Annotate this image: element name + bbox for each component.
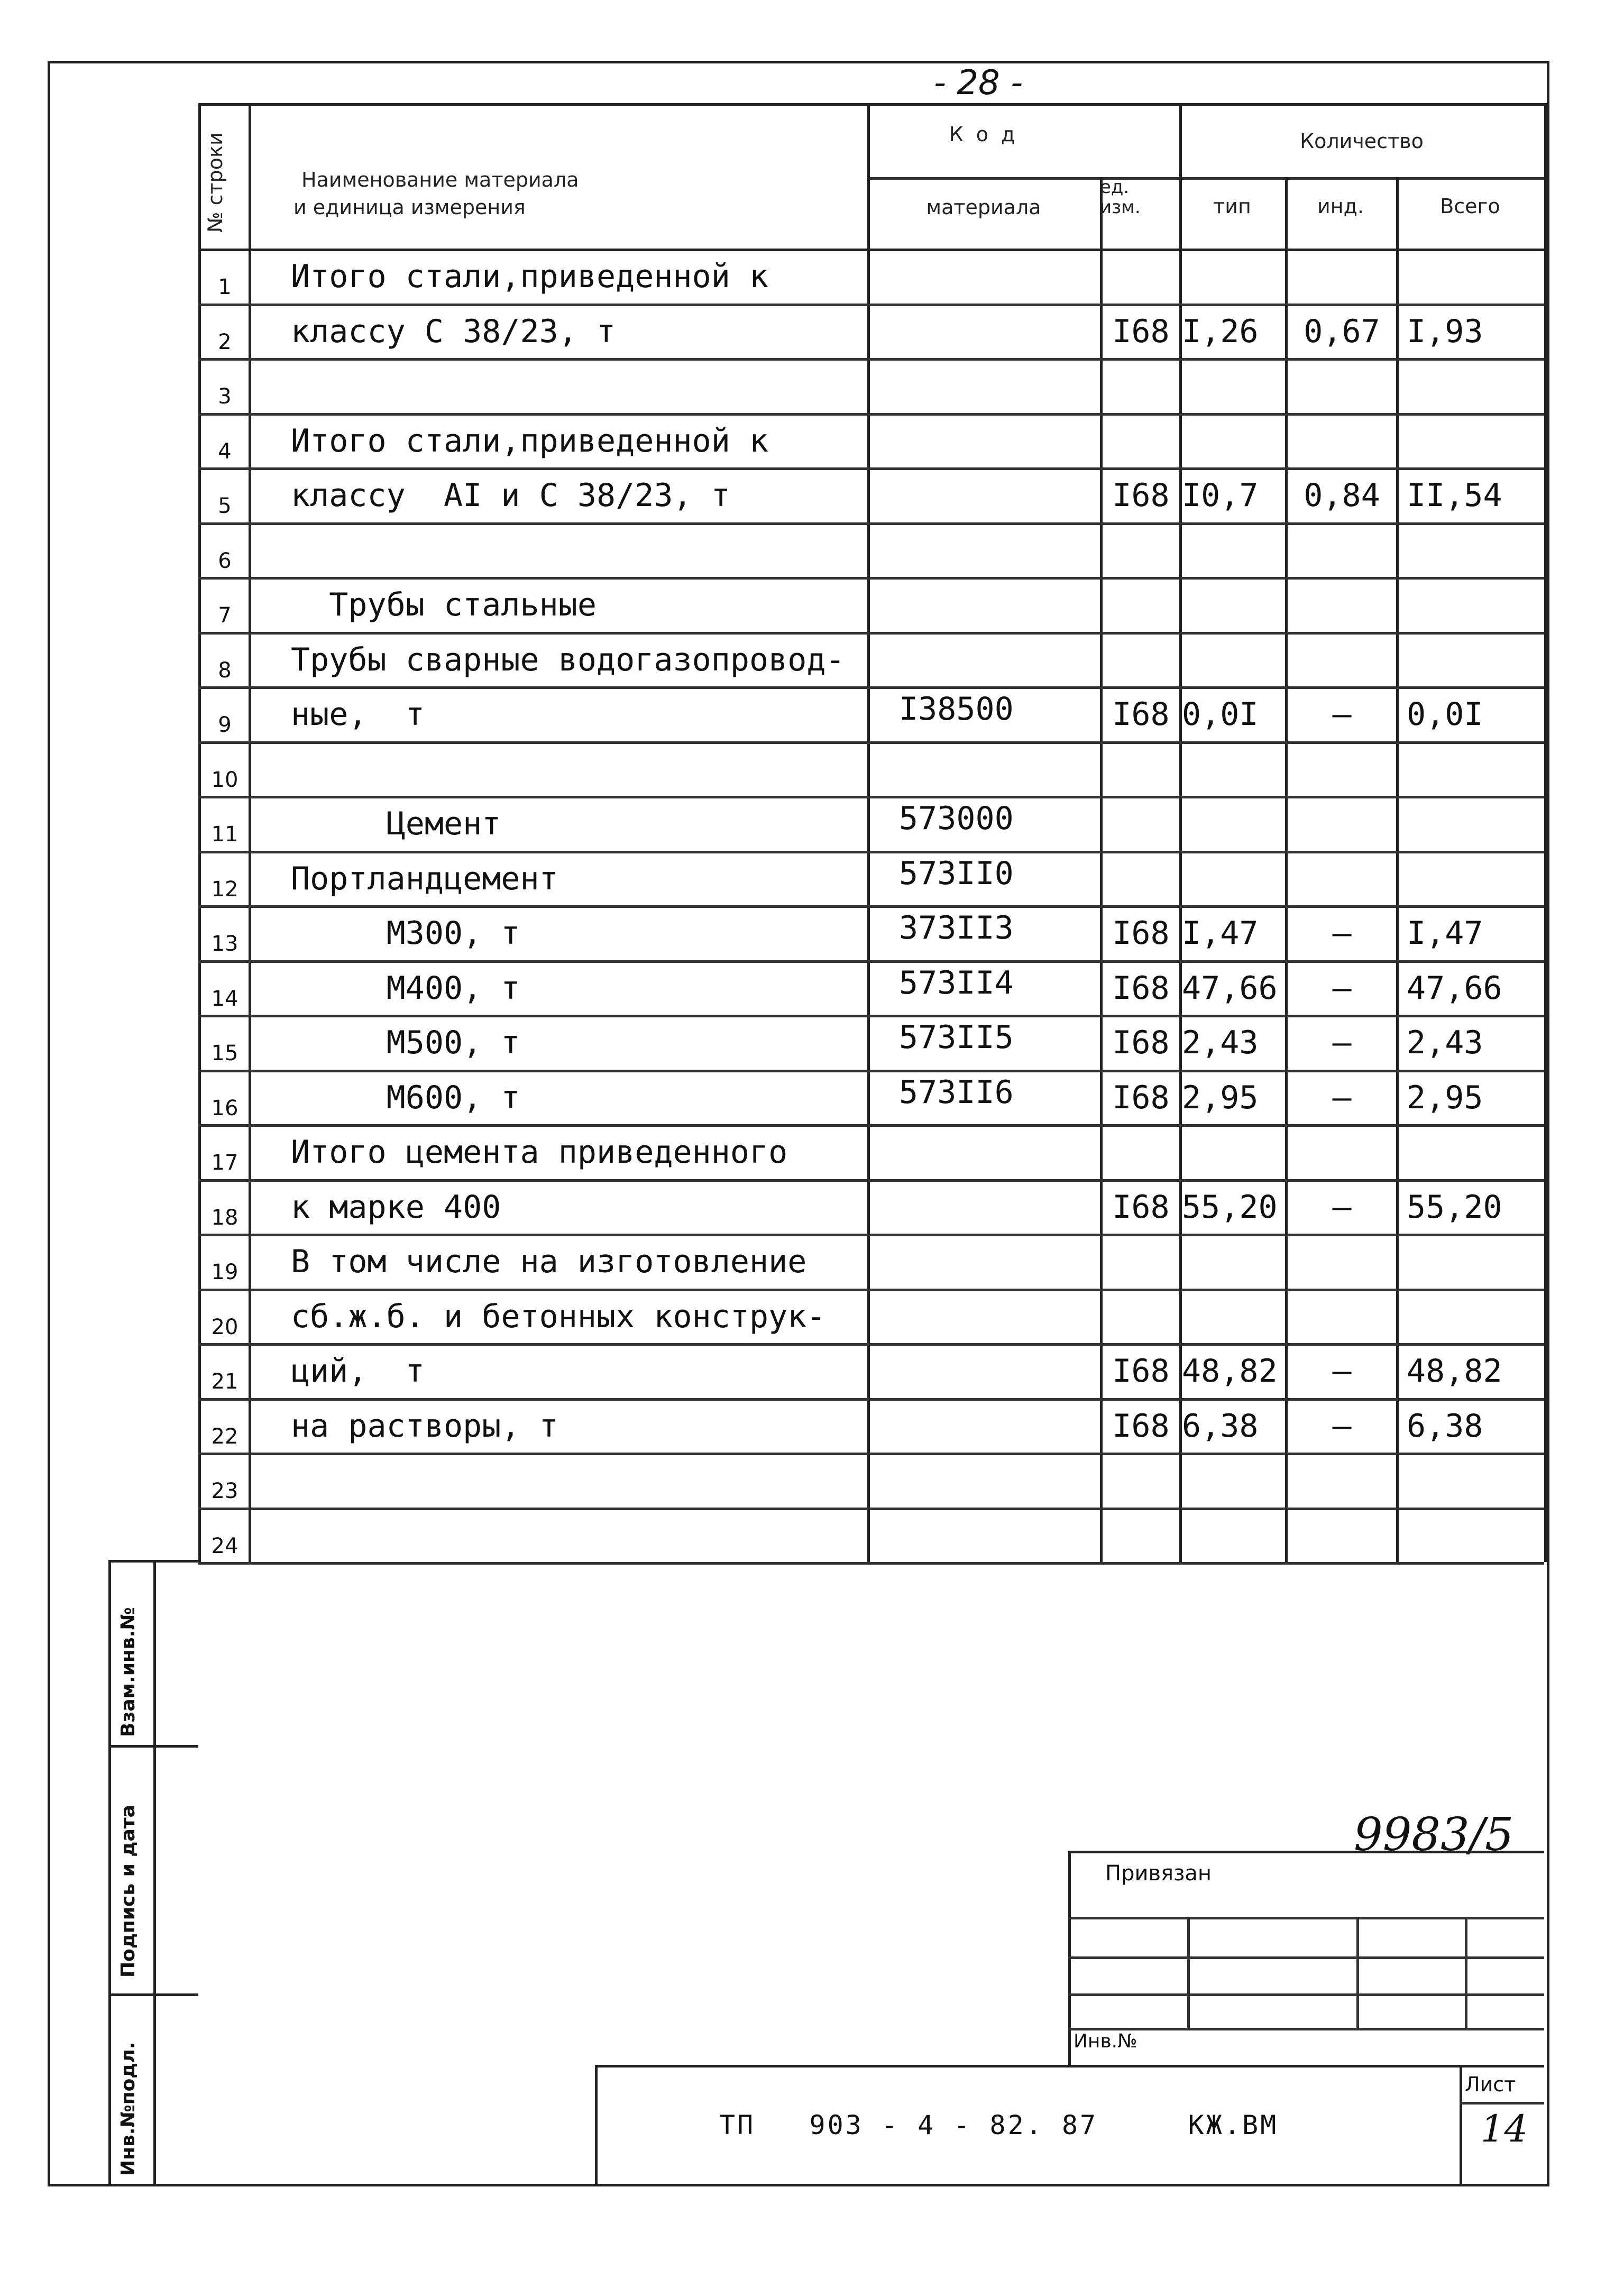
table-row-rule <box>198 1179 1544 1182</box>
title-block-rule <box>1460 2065 1462 2186</box>
row-number: 10 <box>211 767 238 792</box>
page-number: - 28 - <box>933 63 1023 103</box>
qty-total: 2,95 <box>1407 1079 1483 1116</box>
unit-code: I68 <box>1112 915 1170 952</box>
material-name: ные, т <box>291 696 425 733</box>
handwritten-number: 9983/5 <box>1354 1808 1514 1861</box>
qty-total: 2,43 <box>1407 1024 1483 1061</box>
title-block-rule <box>1460 2102 1544 2105</box>
unit-code: I68 <box>1112 1079 1170 1116</box>
qty-typ: 55,20 <box>1182 1188 1278 1226</box>
header-code-material: материала <box>926 196 1041 219</box>
header-qty-typ: тип <box>1213 195 1251 218</box>
table-row-rule <box>198 796 1544 798</box>
table-row-rule <box>198 1234 1544 1236</box>
unit-code: I68 <box>1112 313 1170 350</box>
stamp-rule <box>1068 1956 1544 1959</box>
qty-total: 0,0I <box>1407 696 1483 733</box>
material-name: Трубы стальные <box>291 586 597 623</box>
header-rule <box>198 249 1544 251</box>
table-row-rule <box>198 686 1544 689</box>
table-row-rule <box>198 1453 1544 1455</box>
stamp-rule <box>1068 1993 1544 1996</box>
side-label-replace-inv: Взам.инв.№ <box>117 1607 139 1737</box>
qty-total: 48,82 <box>1407 1353 1502 1390</box>
material-name: к марке 400 <box>291 1188 501 1226</box>
row-number: 4 <box>218 439 232 464</box>
side-rule <box>108 1745 198 1748</box>
header-row-number: № строки <box>204 132 227 233</box>
qty-ind: – <box>1332 969 1352 1007</box>
row-number: 12 <box>211 877 238 902</box>
material-name: Портландцемент <box>291 860 558 897</box>
stamp-rule <box>1068 2028 1544 2030</box>
qty-ind: – <box>1332 915 1352 952</box>
unit-code: I68 <box>1112 1353 1170 1390</box>
table-row-rule <box>198 1070 1544 1072</box>
title-block-rule <box>595 2065 1544 2067</box>
table-row-rule <box>198 1124 1544 1127</box>
qty-typ: 47,66 <box>1182 969 1278 1007</box>
material-name: Итого стали,приведенной к <box>291 258 769 295</box>
side-label-inv-orig: Инв.№подл. <box>117 2042 139 2176</box>
table-column-rule <box>1544 103 1547 1562</box>
qty-ind: – <box>1332 1079 1352 1116</box>
row-number: 15 <box>211 1041 238 1065</box>
row-number: 1 <box>218 275 232 299</box>
material-name: М400, т <box>291 969 520 1007</box>
row-number: 19 <box>211 1260 238 1284</box>
table-row-rule <box>198 1015 1544 1017</box>
material-code: 573II0 <box>899 854 1014 892</box>
material-name: классу С 38/23, т <box>291 313 616 350</box>
table-row-rule <box>198 1398 1544 1401</box>
header-name-line1: Наименование материала <box>301 168 579 191</box>
material-name: Итого стали,приведенной к <box>291 422 769 460</box>
row-number: 2 <box>218 329 232 354</box>
qty-total: I,47 <box>1407 915 1483 952</box>
row-number: 5 <box>218 494 232 518</box>
material-code: 573II6 <box>899 1073 1014 1111</box>
qty-typ: I,47 <box>1182 915 1259 952</box>
unit-code: I68 <box>1112 1188 1170 1226</box>
qty-ind: – <box>1332 696 1352 733</box>
qty-total: I,93 <box>1407 313 1483 350</box>
table-row-rule <box>198 413 1544 416</box>
row-number: 17 <box>211 1151 238 1175</box>
stamp-rule <box>1068 1851 1544 1853</box>
unit-code: I68 <box>1112 696 1170 733</box>
stamp-inv-label: Инв.№ <box>1074 2030 1137 2052</box>
page-frame <box>48 61 1549 2186</box>
side-label-sign-date: Подпись и дата <box>117 1805 139 1978</box>
stamp-rule <box>1465 1917 1467 2028</box>
sheet-label: Лист <box>1465 2073 1516 2096</box>
material-name: Итого цемента приведенного <box>291 1134 788 1171</box>
stamp-rule <box>1187 1917 1190 2028</box>
header-qty-group: Количество <box>1300 130 1424 153</box>
material-code: I38500 <box>899 691 1014 728</box>
material-name: Трубы сварные водогазопровод- <box>291 641 845 678</box>
row-number: 22 <box>211 1424 238 1449</box>
unit-code: I68 <box>1112 969 1170 1007</box>
table-row-rule <box>198 851 1544 853</box>
table-row-rule <box>198 1343 1544 1346</box>
material-code: 573000 <box>899 800 1014 837</box>
material-name: М300, т <box>291 915 520 952</box>
qty-typ: 0,0I <box>1182 696 1259 733</box>
sheet-number: 14 <box>1481 2107 1528 2151</box>
document-code: ТП 903 - 4 - 82. 87 КЖ.ВМ <box>719 2110 1279 2140</box>
row-number: 16 <box>211 1096 238 1120</box>
stamp-rule <box>1068 1851 1071 2067</box>
qty-typ: 2,43 <box>1182 1024 1259 1061</box>
header-rule <box>867 177 1544 180</box>
row-number: 13 <box>211 932 238 956</box>
qty-ind: – <box>1332 1407 1352 1445</box>
material-name: классу AI и С 38/23, т <box>291 477 730 514</box>
material-name: М600, т <box>291 1079 520 1116</box>
side-rule <box>108 1993 198 1996</box>
material-name: сб.ж.б. и бетонных конструк- <box>291 1298 826 1335</box>
table-row-rule <box>198 522 1544 525</box>
table-row-rule <box>198 741 1544 744</box>
material-code: 573II5 <box>899 1019 1014 1056</box>
table-row-rule <box>198 632 1544 635</box>
table-border <box>198 103 1544 106</box>
row-number: 21 <box>211 1370 238 1394</box>
header-code-group: К о д <box>949 123 1019 146</box>
qty-typ: 6,38 <box>1182 1407 1259 1445</box>
table-column-rule <box>1396 177 1399 1562</box>
row-number: 9 <box>218 713 232 737</box>
row-number: 8 <box>218 658 232 683</box>
table-row-rule <box>198 1508 1544 1510</box>
header-name-line2: и единица измерения <box>293 196 526 219</box>
row-number: 20 <box>211 1315 238 1339</box>
row-number: 3 <box>218 384 232 409</box>
qty-typ: 48,82 <box>1182 1353 1278 1390</box>
header-qty-total: Всего <box>1440 195 1500 218</box>
title-block-rule <box>595 2065 598 2186</box>
qty-ind: 0,84 <box>1304 477 1380 514</box>
table-row-rule <box>198 577 1544 580</box>
table-row-rule <box>198 1562 1544 1565</box>
side-rule <box>153 1560 156 2184</box>
stamp-rule <box>1068 1917 1544 1919</box>
row-number: 11 <box>211 822 238 847</box>
stamp-bound-label: Привязан <box>1105 1861 1212 1886</box>
row-number: 24 <box>211 1533 238 1558</box>
table-row-rule <box>198 304 1544 306</box>
qty-ind: 0,67 <box>1304 313 1380 350</box>
qty-total: II,54 <box>1407 477 1502 514</box>
material-code: 373II3 <box>899 909 1014 946</box>
row-number: 18 <box>211 1205 238 1230</box>
row-number: 23 <box>211 1479 238 1503</box>
qty-ind: – <box>1332 1188 1352 1226</box>
stamp-rule <box>1356 1917 1359 2028</box>
qty-typ: I0,7 <box>1182 477 1259 514</box>
qty-typ: I,26 <box>1182 313 1259 350</box>
qty-typ: 2,95 <box>1182 1079 1259 1116</box>
material-name: Цемент <box>291 805 501 842</box>
unit-code: I68 <box>1112 477 1170 514</box>
unit-code: I68 <box>1112 1024 1170 1061</box>
qty-total: 47,66 <box>1407 969 1502 1007</box>
material-name: В том числе на изготовление <box>291 1243 807 1280</box>
row-number: 6 <box>218 548 232 573</box>
material-name: на растворы, т <box>291 1407 558 1445</box>
unit-code: I68 <box>1112 1407 1170 1445</box>
header-code-unit: ед. изм. <box>1100 177 1141 218</box>
material-name: ций, т <box>291 1353 425 1390</box>
table-row-rule <box>198 358 1544 361</box>
material-name: М500, т <box>291 1024 520 1061</box>
side-rule <box>108 1560 111 2184</box>
header-qty-ind: инд. <box>1317 195 1364 218</box>
table-row-rule <box>198 467 1544 470</box>
row-number: 7 <box>218 603 232 628</box>
row-number: 14 <box>211 986 238 1011</box>
qty-total: 55,20 <box>1407 1188 1502 1226</box>
material-code: 573II4 <box>899 964 1014 1001</box>
table-row-rule <box>198 1289 1544 1291</box>
qty-ind: – <box>1332 1353 1352 1390</box>
table-row-rule <box>198 905 1544 908</box>
qty-total: 6,38 <box>1407 1407 1483 1445</box>
table-row-rule <box>198 960 1544 963</box>
qty-ind: – <box>1332 1024 1352 1061</box>
